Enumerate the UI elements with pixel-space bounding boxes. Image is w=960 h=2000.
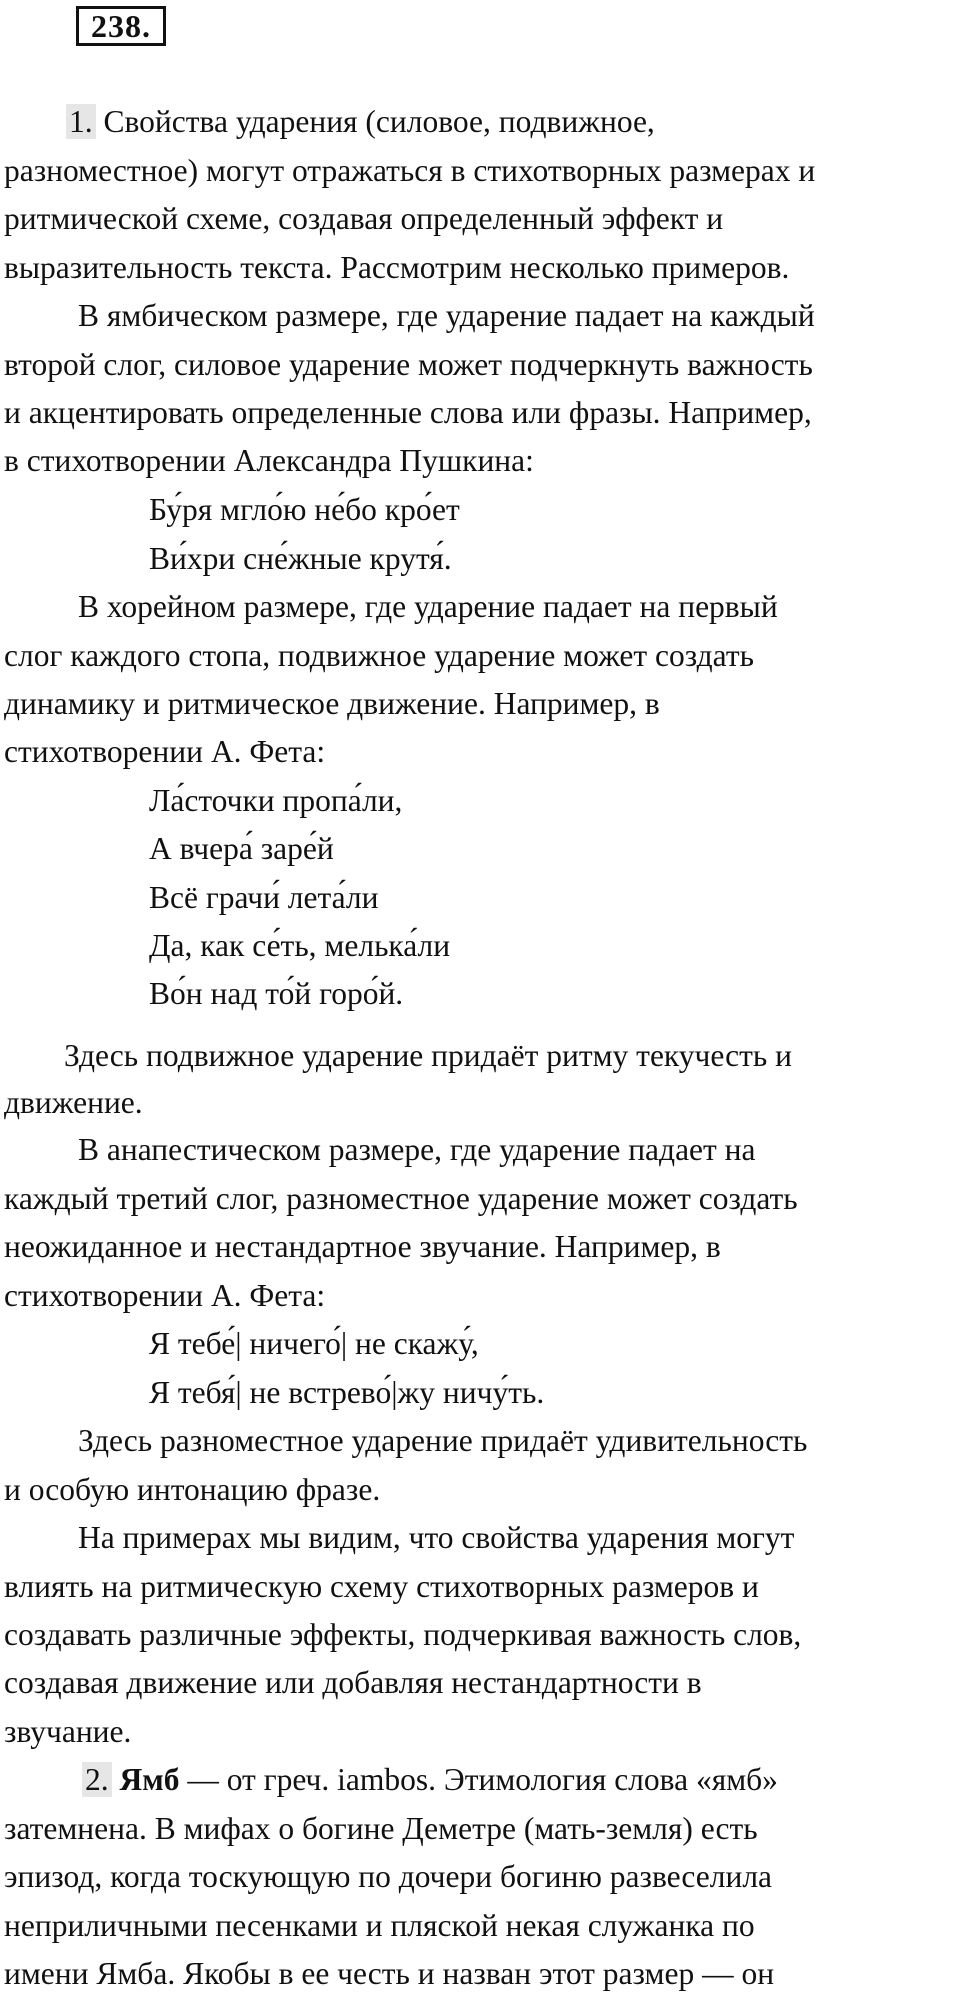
paragraph-line: и особую интонацию фразе. [4, 1472, 381, 1507]
paragraph-line: выразительность текста. Рассмотрим несколько примеров. [4, 250, 790, 285]
paragraph-line: слог каждого стопа, подвижное ударение может создать [4, 638, 754, 673]
paragraph-line: динамику и ритмическое движение. Например, в [4, 686, 660, 721]
poem-line: А вчера́ заре́й [149, 831, 334, 866]
paragraph-line: и акцентировать определенные слова или фразы. Например, [4, 395, 812, 430]
paragraph-line: неприличными песенками и пляской некая служанка по [4, 1908, 755, 1943]
paragraph-line: движение. [4, 1085, 143, 1120]
term: Ямб [119, 1762, 180, 1797]
paragraph-line: второй слог, силовое ударение может подчеркнуть важность [4, 347, 813, 382]
paragraph-line: затемнена. В мифах о богине Деметре (мать-земля) есть [4, 1811, 758, 1846]
poem-line: Ви́хри сне́жные крутя́. [149, 541, 452, 576]
poem-line: Бу́ря мгло́ю не́бо кро́ет [149, 492, 460, 527]
poem-line: Всё грачи́ лета́ли [149, 880, 379, 915]
paragraph-line: ритмической схеме, создавая определенный эффект и [4, 201, 724, 236]
paragraph-line: создавая движение или добавляя нестандартности в [4, 1665, 702, 1700]
paragraph-line: в стихотворении Александра Пушкина: [4, 443, 534, 478]
paragraph-line: неожиданное и нестандартное звучание. Например, в [4, 1229, 721, 1264]
poem-line: Во́н над то́й горо́й. [149, 976, 404, 1011]
paragraph-line: стихотворении А. Фета: [4, 1278, 326, 1313]
paragraph-line: 2. Ямб — от греч. iambos. Этимология слова «ямб» [82, 1760, 778, 1800]
paragraph-line: 1. Свойства ударения (силовое, подвижное, [66, 102, 655, 142]
paragraph-line: На примерах мы видим, что свойства ударения могут [78, 1520, 795, 1555]
paragraph-line: создавать различные эффекты, подчеркивая важность слов, [4, 1617, 802, 1652]
poem-line: Я тебя́| не встрево́|жу ничу́ть. [149, 1375, 545, 1410]
paragraph-line: влиять на ритмическую схему стихотворных размеров и [4, 1569, 759, 1604]
paragraph-line: В хорейном размере, где ударение падает на первый [78, 589, 778, 624]
poem-line: Я тебе́| ничего́| не скажу́, [149, 1326, 479, 1361]
paragraph-line: разноместное) могут отражаться в стихотворных размерах и [4, 153, 816, 188]
paragraph-line: эпизод, когда тоскующую по дочери богиню развеселила [4, 1859, 773, 1894]
item-marker: 1. [66, 104, 96, 139]
paragraph-line: стихотворении А. Фета: [4, 734, 326, 769]
paragraph-line: имени Ямба. Якобы в ее честь и назван этот размер — он [4, 1956, 775, 1991]
paragraph-line: звучание. [4, 1714, 132, 1749]
paragraph-line: каждый третий слог, разноместное ударение может создать [4, 1181, 798, 1216]
paragraph-line: В анапестическом размере, где ударение падает на [78, 1132, 756, 1167]
paragraph-line: В ямбическом размере, где ударение падает на каждый [78, 298, 815, 333]
paragraph-line: Здесь подвижное ударение придаёт ритму текучесть и [64, 1038, 792, 1073]
poem-line: Ла́сточки пропа́ли, [149, 783, 403, 818]
paragraph-line: Здесь разноместное ударение придаёт удивительность [78, 1423, 808, 1458]
exercise-number: 238. [76, 6, 166, 46]
poem-line: Да, как се́ть, мелька́ли [149, 928, 451, 963]
item-marker: 2. [82, 1762, 112, 1797]
